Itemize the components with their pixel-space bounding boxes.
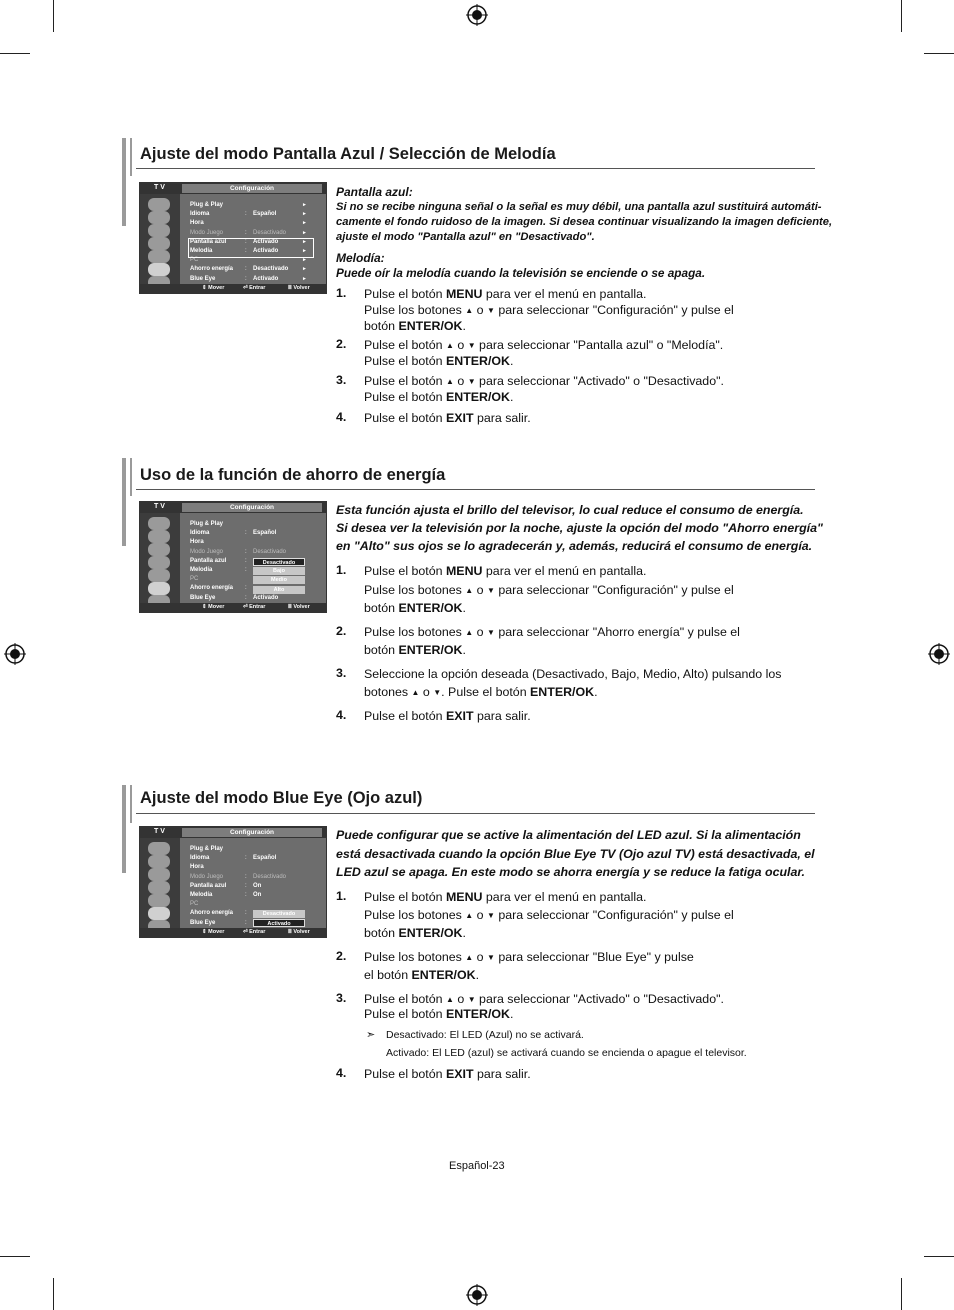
- step-line: Pulse el botón ENTER/OK.: [364, 1007, 514, 1021]
- section-bar: [130, 458, 132, 496]
- step-line: botón ENTER/OK.: [364, 926, 466, 940]
- triangle-up-icon: ▲: [465, 306, 474, 315]
- menu-row-label: Hora: [190, 864, 204, 871]
- menu-category-icon: [148, 556, 170, 569]
- section-bar: [130, 785, 132, 823]
- tv-menu-screenshot: [139, 501, 327, 613]
- menu-row-colon: :: [245, 855, 247, 862]
- button-name: ENTER/OK: [530, 685, 595, 699]
- note-line: Activado: El LED (azul) se activará cuando se encienda o apague el televisor.: [386, 1047, 747, 1059]
- intro-line: Puede oír la melodía cuando la televisión se enciende o se apaga.: [336, 266, 706, 280]
- crop-mark: [53, 1278, 54, 1310]
- step-number: 1.: [336, 286, 347, 300]
- step-line: Pulse el botón MENU para ver el menú en pantalla.: [364, 287, 647, 301]
- menu-row-label: Pantalla azul: [190, 557, 227, 564]
- menu-footer-hint: ⏎ Entrar: [243, 285, 266, 291]
- menu-row-label: Pantalla azul: [190, 882, 227, 889]
- menu-row-colon: :: [245, 530, 247, 537]
- menu-tv-label: T V: [154, 828, 165, 835]
- triangle-up-icon: ▲: [465, 586, 474, 595]
- step-number: 2.: [336, 624, 347, 638]
- menu-row-colon: :: [245, 229, 247, 236]
- menu-row-label: Modo Juego: [190, 229, 224, 236]
- crop-mark: [0, 1256, 30, 1257]
- chevron-right-icon: ►: [302, 266, 307, 273]
- triangle-up-icon: ▲: [411, 688, 420, 697]
- menu-row-colon: :: [245, 275, 247, 282]
- menu-body: [180, 194, 326, 286]
- return-icon: Ⅲ: [288, 929, 294, 935]
- menu-row-label: Plug & Play: [190, 202, 224, 208]
- menu-option: Alto: [253, 586, 305, 594]
- enter-icon: ⏎: [243, 285, 250, 291]
- intro-line: LED azul se apaga. En este modo se ahorra energía y se reduce la fatiga ocular.: [336, 865, 805, 879]
- step-number: 4.: [336, 410, 347, 424]
- intro-heading: Melodía:: [336, 251, 385, 265]
- menu-row-value: Desactivado: [253, 266, 289, 273]
- registration-mark-icon: [4, 643, 26, 665]
- section-bar: [122, 458, 126, 546]
- menu-row-label: Pantalla azul: [190, 238, 227, 245]
- intro-heading: Pantalla azul:: [336, 185, 413, 199]
- triangle-down-icon: ▼: [467, 377, 476, 386]
- menu-row-label: Melodía: [190, 248, 213, 254]
- menu-category-icon: [148, 517, 170, 530]
- menu-row-label: PC: [190, 576, 199, 583]
- intro-line: Esta función ajusta el brillo del televisor, lo cual reduce el consumo de energía.: [336, 503, 804, 517]
- triangle-down-icon: ▼: [486, 953, 495, 962]
- crop-mark: [924, 1256, 954, 1257]
- menu-category-icon: [148, 569, 170, 582]
- menu-row-label: Hora: [190, 539, 204, 546]
- enter-icon: ⏎: [243, 929, 250, 935]
- menu-row-value: On: [253, 882, 262, 889]
- triangle-up-icon: ▲: [465, 628, 474, 637]
- chevron-right-icon: ►: [302, 238, 307, 245]
- menu-row-label: PC: [190, 901, 199, 908]
- step-number: 1.: [336, 889, 347, 903]
- menu-row-colon: :: [245, 567, 247, 573]
- return-icon: Ⅲ: [288, 285, 294, 291]
- step-number: 3.: [336, 991, 347, 1005]
- step-line: botón ENTER/OK.: [364, 643, 466, 657]
- menu-row-colon: :: [245, 238, 247, 245]
- step-line: Seleccione la opción deseada (Desactivado, Bajo, Medio, Alto) pulsando los: [364, 667, 782, 681]
- step-line: Pulse el botón EXIT para salir.: [364, 1067, 531, 1081]
- menu-row-value: Desactivado: [253, 873, 287, 880]
- step-number: 3.: [336, 666, 347, 680]
- move-icon: ⇕: [202, 285, 209, 291]
- button-name: ENTER/OK: [445, 390, 511, 404]
- menu-body: [180, 838, 326, 930]
- triangle-up-icon: ▲: [445, 341, 454, 350]
- note-line: Desactivado: El LED (Azul) no se activará.: [386, 1029, 584, 1041]
- menu-tv-label: T V: [154, 503, 165, 510]
- button-name: ENTER/OK: [445, 354, 511, 368]
- return-icon: Ⅲ: [288, 604, 294, 610]
- menu-row-value: Activado: [253, 238, 279, 245]
- enter-icon: ⏎: [243, 604, 250, 610]
- menu-category-icon: [148, 224, 170, 237]
- menu-option: Activado: [253, 919, 305, 927]
- step-number: 3.: [336, 373, 347, 387]
- triangle-up-icon: ▲: [445, 995, 454, 1004]
- chevron-right-icon: ►: [302, 248, 307, 254]
- menu-row-colon: :: [245, 882, 247, 889]
- step-line: Pulse el botón ENTER/OK.: [364, 390, 514, 404]
- menu-row-colon: :: [245, 910, 247, 917]
- step-line: botón ENTER/OK.: [364, 601, 466, 615]
- move-icon: ⇕: [202, 929, 209, 935]
- step-line: Pulse el botón MENU para ver el menú en pantalla.: [364, 890, 647, 904]
- menu-body: [180, 513, 326, 605]
- menu-selection-box: [188, 238, 314, 258]
- menu-row-label: Melodía: [190, 567, 213, 573]
- menu-row-colon: :: [245, 892, 247, 898]
- section-bar: [122, 785, 126, 873]
- menu-row-label: Melodía: [190, 892, 213, 898]
- tv-menu-screenshot: [139, 826, 327, 938]
- button-name: EXIT: [445, 709, 474, 723]
- button-name: MENU: [445, 890, 483, 904]
- section-rule: [136, 813, 815, 814]
- menu-category-icon: [148, 855, 170, 868]
- menu-row-value: Español: [253, 530, 277, 537]
- registration-mark-icon: [928, 643, 950, 665]
- button-name: ENTER/OK: [398, 601, 463, 615]
- menu-row-colon: :: [245, 585, 247, 592]
- menu-category-icon: [148, 263, 170, 276]
- menu-row-value: Activado: [253, 275, 279, 282]
- menu-row-label: Idioma: [190, 530, 210, 537]
- crop-mark: [0, 53, 30, 54]
- chevron-right-icon: ►: [302, 275, 307, 282]
- menu-row-colon: :: [245, 557, 247, 564]
- menu-row-label: Plug & Play: [190, 521, 224, 527]
- triangle-up-icon: ▲: [465, 953, 474, 962]
- crop-mark: [53, 0, 54, 32]
- triangle-down-icon: ▼: [486, 306, 495, 315]
- button-name: MENU: [445, 287, 483, 301]
- section-title: Ajuste del modo Blue Eye (Ojo azul): [140, 789, 423, 807]
- step-line: Pulse los botones ▲ o ▼ para seleccionar "Configuración" y pulse el: [364, 303, 734, 317]
- menu-category-icon: [148, 907, 170, 920]
- menu-category-icon: [148, 530, 170, 543]
- step-line: Pulse los botones ▲ o ▼ para seleccionar "Blue Eye" y pulse: [364, 950, 694, 964]
- step-number: 2.: [336, 949, 347, 963]
- step-line: Pulse el botón MENU para ver el menú en pantalla.: [364, 564, 647, 578]
- menu-row-label: Ahorro energía: [190, 585, 234, 592]
- menu-row-value: Español: [253, 211, 277, 218]
- menu-row-label: Ahorro energía: [190, 910, 234, 917]
- menu-category-icon: [148, 881, 170, 894]
- step-line: Pulse el botón ENTER/OK.: [364, 354, 514, 368]
- button-name: EXIT: [445, 411, 474, 425]
- menu-footer-hint: Ⅲ Volver: [288, 929, 310, 935]
- menu-row-colon: :: [245, 873, 247, 880]
- menu-row-label: PC: [190, 257, 199, 264]
- step-line: Pulse el botón EXIT para salir.: [364, 411, 531, 425]
- section-bar: [130, 138, 132, 176]
- menu-option: Desactivado: [253, 910, 305, 918]
- menu-row-colon: :: [245, 594, 247, 601]
- menu-category-icon: [148, 250, 170, 263]
- step-line: botones ▲ o ▼. Pulse el botón ENTER/OK.: [364, 685, 598, 699]
- step-line: el botón ENTER/OK.: [364, 968, 480, 982]
- menu-row-colon: :: [245, 548, 247, 555]
- menu-row-label: Idioma: [190, 211, 210, 218]
- intro-line: camente el fondo ruidoso de la imagen. Si desea continuar visualizando la imagen deficiente,: [336, 216, 833, 228]
- menu-footer-hint: Ⅲ Volver: [288, 604, 310, 610]
- menu-row-value: On: [253, 892, 262, 898]
- menu-category-icon: [148, 894, 170, 907]
- menu-row-label: Blue Eye: [190, 919, 216, 926]
- button-name: ENTER/OK: [445, 1007, 511, 1021]
- move-icon: ⇕: [202, 604, 209, 610]
- menu-title: Configuración: [182, 503, 322, 512]
- menu-sidebar: [140, 838, 180, 930]
- menu-option: Desactivado: [253, 558, 305, 566]
- registration-mark-icon: [466, 1284, 488, 1306]
- menu-footer-hint: ⏎ Entrar: [243, 604, 266, 610]
- step-number: 4.: [336, 1066, 347, 1080]
- menu-row-label: Ahorro energía: [190, 266, 234, 273]
- menu-row-label: Modo Juego: [190, 873, 224, 880]
- step-number: 4.: [336, 708, 347, 722]
- menu-row-label: Blue Eye: [190, 275, 216, 282]
- triangle-down-icon: ▼: [486, 586, 495, 595]
- menu-category-icon: [148, 543, 170, 556]
- menu-option: Medio: [253, 576, 305, 584]
- step-line: botón ENTER/OK.: [364, 319, 466, 333]
- intro-line: Si desea ver la televisión por la noche, ajuste la opción del modo "Ahorro energía": [336, 521, 823, 535]
- menu-footer-hint: Ⅲ Volver: [288, 285, 310, 291]
- section-bar: [122, 138, 126, 226]
- menu-category-icon: [148, 842, 170, 855]
- menu-row-label: Idioma: [190, 855, 210, 862]
- menu-category-icon: [148, 868, 170, 881]
- intro-line: está desactivada cuando la opción Blue Eye TV (Ojo azul TV) está desactivada, el: [336, 847, 815, 861]
- menu-footer-hint: ⇕ Mover: [202, 604, 225, 610]
- menu-sidebar: [140, 194, 180, 286]
- crop-mark: [901, 0, 902, 32]
- intro-line: Puede configurar que se active la alimentación del LED azul. Si la alimentación: [336, 828, 801, 842]
- triangle-down-icon: ▼: [486, 628, 495, 637]
- step-line: Pulse el botón ▲ o ▼ para seleccionar "Activado" o "Desactivado".: [364, 374, 724, 388]
- step-line: Pulse los botones ▲ o ▼ para seleccionar "Configuración" y pulse el: [364, 908, 734, 922]
- chevron-right-icon: ►: [302, 220, 307, 227]
- button-name: ENTER/OK: [398, 319, 463, 333]
- menu-row-label: Modo Juego: [190, 548, 224, 555]
- button-name: ENTER/OK: [398, 926, 463, 940]
- button-name: EXIT: [445, 1067, 474, 1081]
- chevron-right-icon: ►: [302, 211, 307, 218]
- section-rule: [136, 168, 815, 169]
- menu-tv-label: T V: [154, 184, 165, 191]
- menu-row-value: Desactivado: [253, 229, 287, 236]
- tv-menu-screenshot: [139, 182, 327, 294]
- triangle-down-icon: ▼: [467, 995, 476, 1004]
- menu-row-label: Hora: [190, 220, 204, 227]
- menu-footer-hint: ⇕ Mover: [202, 285, 225, 291]
- step-line: Pulse el botón ▲ o ▼ para seleccionar "Pantalla azul" o "Melodía".: [364, 338, 724, 352]
- menu-sidebar: [140, 513, 180, 605]
- triangle-up-icon: ▲: [445, 377, 454, 386]
- step-line: Pulse los botones ▲ o ▼ para seleccionar "Ahorro energía" y pulse el: [364, 625, 740, 639]
- triangle-down-icon: ▼: [433, 688, 442, 697]
- menu-row-value: Activado: [253, 248, 279, 254]
- step-line: Pulse el botón ▲ o ▼ para seleccionar "Activado" o "Desactivado".: [364, 992, 724, 1006]
- section-title: Ajuste del modo Pantalla Azul / Selección de Melodía: [140, 145, 556, 163]
- menu-footer-hint: ⇕ Mover: [202, 929, 225, 935]
- triangle-down-icon: ▼: [467, 341, 476, 350]
- registration-mark-icon: [466, 4, 488, 26]
- menu-footer: [140, 284, 326, 293]
- step-line: Pulse los botones ▲ o ▼ para seleccionar "Configuración" y pulse el: [364, 583, 734, 597]
- triangle-up-icon: ▲: [465, 911, 474, 920]
- chevron-right-icon: ►: [302, 202, 307, 208]
- section-rule: [136, 489, 815, 490]
- arrow-note-icon: ➣: [366, 1029, 376, 1041]
- intro-line: en "Alto" sus ojos se lo agradecerán y, además, reducirá el consumo de energía.: [336, 539, 813, 553]
- menu-footer: [140, 603, 326, 612]
- page-number: Español-23: [449, 1160, 505, 1172]
- menu-option: Bajo: [253, 567, 305, 575]
- intro-line: Si no se recibe ninguna señal o la señal es muy débil, una pantalla azul sustituirá automáti-: [336, 201, 822, 213]
- menu-footer: [140, 928, 326, 937]
- menu-row-label: Plug & Play: [190, 846, 224, 852]
- section-title: Uso de la función de ahorro de energía: [140, 466, 446, 484]
- menu-title: Configuración: [182, 184, 322, 193]
- menu-row-colon: :: [245, 266, 247, 273]
- menu-row-colon: :: [245, 919, 247, 926]
- menu-row-value: Desactivado: [253, 548, 287, 555]
- menu-row-value: Activado: [253, 594, 279, 601]
- chevron-right-icon: ►: [302, 257, 307, 264]
- triangle-down-icon: ▼: [486, 911, 495, 920]
- chevron-right-icon: ►: [302, 229, 307, 236]
- menu-row-label: Blue Eye: [190, 594, 216, 601]
- menu-category-icon: [148, 211, 170, 224]
- menu-row-value: Español: [253, 855, 277, 862]
- menu-category-icon: [148, 198, 170, 211]
- menu-title: Configuración: [182, 828, 322, 837]
- button-name: ENTER/OK: [398, 643, 463, 657]
- menu-category-icon: [148, 582, 170, 595]
- crop-mark: [901, 1278, 902, 1310]
- step-number: 1.: [336, 563, 347, 577]
- button-name: MENU: [445, 564, 483, 578]
- menu-category-icon: [148, 237, 170, 250]
- intro-line: ajuste el modo "Pantalla azul" en "Desactivado".: [336, 231, 595, 243]
- menu-row-colon: :: [245, 211, 247, 218]
- step-line: Pulse el botón EXIT para salir.: [364, 709, 531, 723]
- crop-mark: [924, 53, 954, 54]
- menu-footer-hint: ⏎ Entrar: [243, 929, 266, 935]
- menu-row-colon: :: [245, 248, 247, 254]
- step-number: 2.: [336, 337, 347, 351]
- button-name: ENTER/OK: [411, 968, 476, 982]
